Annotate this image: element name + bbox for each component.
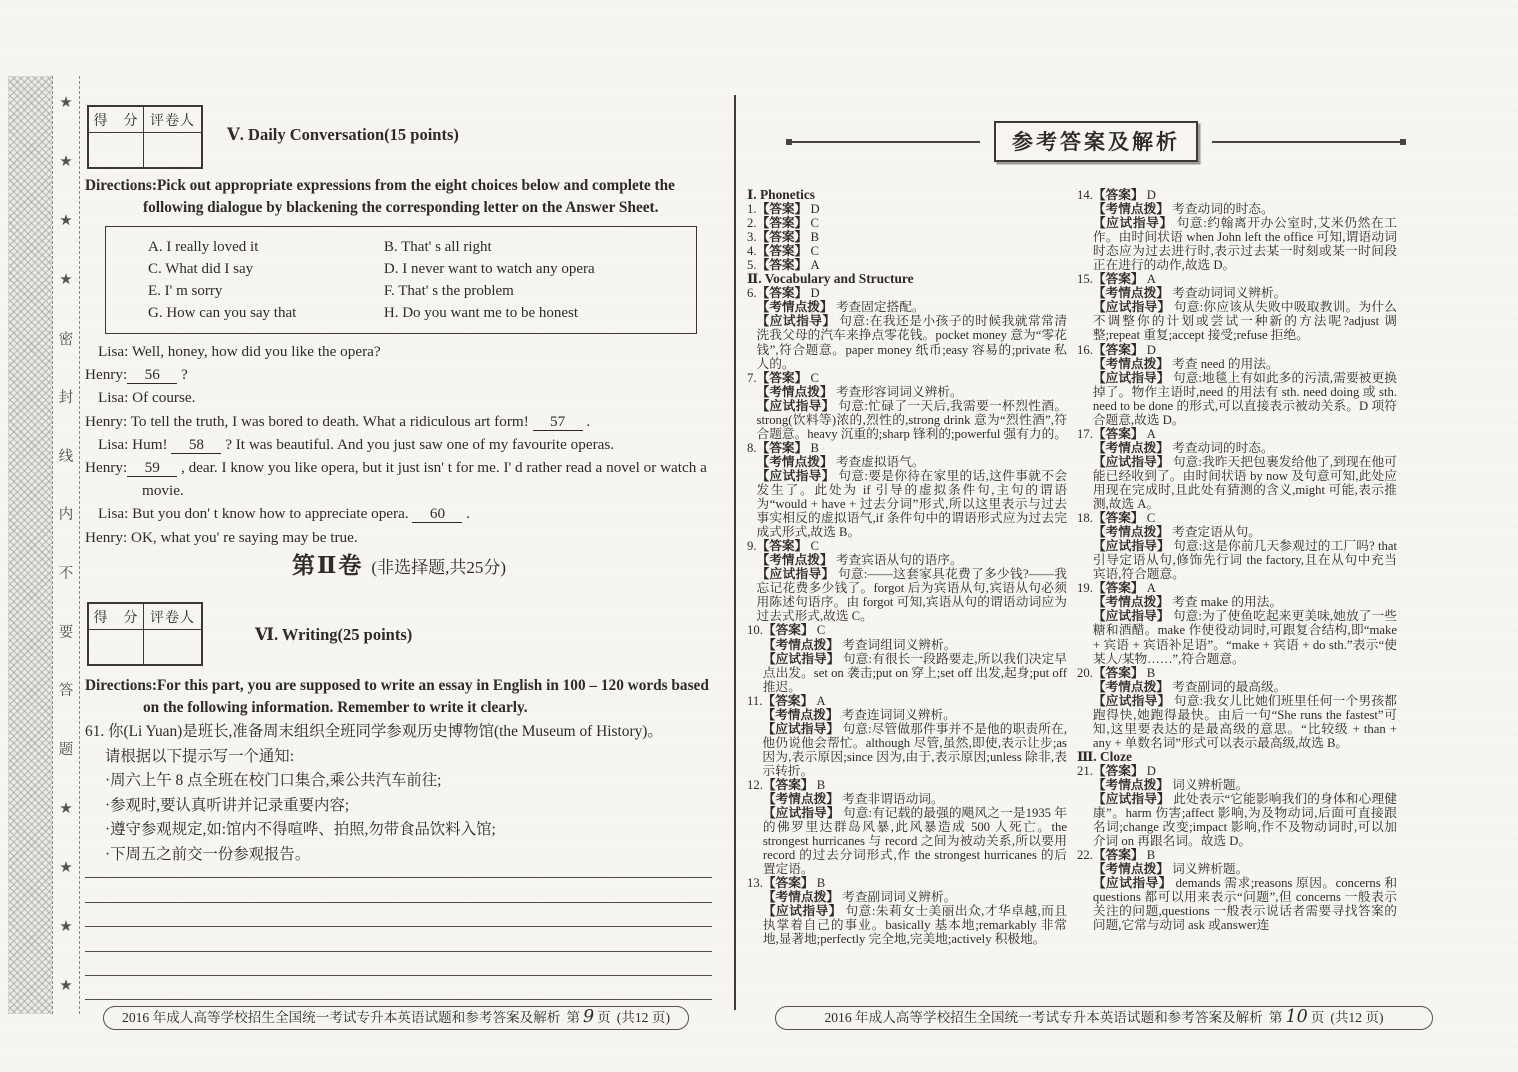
writing-line [85,903,712,927]
answer-segment: 【答案】 D [1092,188,1156,202]
answer-item [747,441,1067,539]
score-box-2 [87,602,203,666]
star-icon: ★ [59,154,73,171]
answer-segment: 【考情点拨】 考查 need 的用法。 [1092,356,1279,371]
answer-segment: 【应试指导】 句意:约翰离开办公室时,艾米仍然在工作。由时间状语 when John left the office 可知,谓语动词时态应为过去进行时,表示过去某一时刻或某一时间段正在进行的动作,故选 D。 [1092,216,1397,273]
answer-number: 16. [1077,342,1093,357]
directions-v [85,175,712,220]
answer-item [1077,188,1397,272]
answer-section-heading: Ⅱ. Vocabulary and Structure [747,271,914,287]
answer-segment: 【答案】 C [756,370,819,385]
choices-box [105,226,697,334]
answer-item [1077,848,1397,932]
answer-tag: 【答案】 [756,244,808,259]
seal-line-strip [52,76,80,1014]
left-page-footer [103,1006,689,1030]
seal-hatch-band [8,76,52,1014]
footer-page-suffix: 页 [597,1010,611,1025]
answer-number: 12. [747,777,763,792]
answer-segment: 【答案】 B [1092,665,1156,680]
answer-segment: 【应试指导】 句意:忙碌了一天后,我需要一杯烈性酒。strong(饮料等)浓的,烈性的,strong drink 意为“烈性酒”,符合题意。heavy 沉重的;sharp 锋利的;powerful 强有力的。 [756,398,1067,441]
answer-item [747,216,1067,230]
section-v-title: Ⅴ. Daily Conversation(15 points) [227,125,459,144]
answer-body [1093,581,1397,665]
answer-segment: 【答案】 D [756,286,820,301]
answer-segment: 【应试指导】 demands 需求;reasons 原因。concerns 和 questions 都可以用来表示“问题”,但 concerns 一般表示关注的问题,questions 一般表示说话者需要寻找答案的问题,它常与动词 ask 或answer连 [1092,876,1397,933]
notice-hint: ·遵守参观规定,如:馆内不得喧哗、拍照,勿带食品饮料入馆; [105,821,496,839]
answer-segment: 【考情点拨】 考查形容词词义辨析。 [756,384,963,399]
answer-tag: 【应试指导】 [756,398,835,413]
answer-segment: 【答案】 C [756,244,819,259]
dialogue-line: Lisa: Well, honey, how did you like the opera? [98,343,381,360]
answer-segment: 【答案】 D [1092,342,1156,357]
answer-segment: 【应试指导】 此处表示“它能影响我们的身体和心理健康”。harm 伤害;affect 影响,为及物动词,后面可直接跟名词;change 改变;impact 影响,作不及物动词时,可以加介词 on 再跟名词。故选 D。 [1092,792,1397,849]
dialogue-speaker: Lisa: [98,343,129,360]
answer-body [1093,272,1397,342]
directions-text: For this part, you are supposed to write an essay in English in 100 – 120 words based on the following information. Remember to write it clearly. [143,677,709,717]
directions-label: Directions: [85,677,157,694]
answer-segment: 【答案】 A [1092,272,1156,287]
seal-char: 答 [58,683,74,700]
answer-item [747,244,1067,258]
answer-item [747,623,1067,693]
answer-segment: 【考情点拨】 考查连词词义辨析。 [762,707,956,722]
answer-item [1077,272,1397,342]
answer-segment: 【答案】 B [762,876,826,891]
answer-tag: 【答案】 [1092,763,1144,778]
section-vi-title: Ⅵ. Writing(25 points) [255,625,413,644]
answer-tag: 【答案】 [762,693,814,708]
answer-number: 11. [747,693,763,708]
answer-body [757,258,1067,272]
answer-segment: 【答案】 A [1092,581,1156,596]
answer-segment: 【答案】 C [1092,511,1156,526]
answer-number: 19. [1077,581,1093,596]
seal-char: 要 [58,624,74,641]
dialogue-line: Lisa: Hum! 58 ? It was beautiful. And you just saw one of my favourite operas. [98,435,615,453]
answer-tag: 【应试指导】 [756,314,836,329]
answer-segment: 【答案】 B [756,440,819,455]
answer-tag: 【考情点拨】 [1092,440,1169,455]
answer-tag: 【答案】 [762,876,814,891]
answer-item [747,371,1067,441]
grader-blank-cell [144,133,201,167]
star-icon: ★ [59,800,73,817]
dialogue-speaker: Lisa: [98,505,129,523]
answer-number: 21. [1077,763,1093,778]
answer-body [1093,764,1397,848]
right-page-footer [775,1006,1433,1030]
answer-segment: 【应试指导】 句意:朱莉女士美丽出众,才华卓越,而且执掌着自己的事业。basically 基本地;remarkably 非常地,显著地;perfectly 完全地,完美地;actively 积极地。 [762,904,1067,947]
answer-segment: 【应试指导】 句意:尽管做那件事并不是他的职责所在,他仍说他会帮忙。although 尽管,虽然,即使,表示让步;as 因为,表示原因;since 因为,由于,表示原因;unless 除非,表示转折。 [762,721,1067,778]
answer-tag: 【应试指导】 [1092,300,1171,315]
answer-body [1093,511,1397,581]
answer-tag: 【应试指导】 [1092,609,1170,624]
dialogue-line: Henry: OK, what you' re saying may be true. [85,528,358,546]
answer-body [757,244,1067,258]
answer-segment: 【考情点拨】 考查动词的时态。 [1092,440,1274,455]
answer-number: 10. [747,623,763,638]
answer-tag: 【答案】 [1092,581,1144,596]
answer-tag: 【答案】 [762,777,814,792]
answer-blank-58: 58 [171,437,221,454]
seal-char: 内 [58,507,74,524]
dialogue-speaker: Henry: [85,459,128,477]
answer-segment: 【应试指导】 句意:——这套家具花费了多少钱?——我忘记花费多少钱了。forgot 后为宾语从句,宾语从句必须用陈述句语序。由 forgot 可知,宾语从句的谓语动词应为过去式形式,故选 C。 [756,567,1067,624]
answer-segment: 【答案】 A [762,693,826,708]
answer-segment: 【答案】 D [1092,763,1156,778]
writing-task-line2: 请根据以下提示写一个通知: [105,748,294,765]
star-icon: ★ [59,95,73,111]
answer-segment: 【应试指导】 句意:你应该从失败中吸取教训。为什么不调整你的计划或尝试一种新的方法呢?adjust 调整;repeat 重复;accept 接受;refuse 拒绝。 [1092,300,1397,343]
answer-body [757,371,1067,441]
answer-item [1077,581,1397,665]
answer-tag: 【考情点拨】 [1092,356,1169,371]
answer-tag: 【考情点拨】 [762,637,839,652]
notice-hint: ·参观时,要认真听讲并记录重要内容; [105,796,350,814]
answer-tag: 【应试指导】 [1092,792,1170,807]
dialogue-line: Lisa: Of course. [98,389,196,407]
answer-tag: 【答案】 [756,258,808,273]
answer-tag: 【应试指导】 [1092,876,1172,891]
footer-page-prefix: 第 [566,1010,581,1025]
answer-number: 22. [1077,848,1093,863]
answer-item [747,202,1067,216]
answer-segment: 【考情点拨】 考查非谓语动词。 [762,792,944,807]
score-label: 得 分 [89,107,144,133]
directions-vi [85,675,712,720]
answer-segment: 【考情点拨】 词义辨析题。 [1092,862,1249,877]
notice-hint: ·周六上午 8 点全班在校门口集合,乘公共汽车前往; [105,772,442,789]
seal-char: 密 [58,331,74,348]
answer-segment: 【答案】 A [1092,426,1156,441]
answer-segment: 【考情点拨】 考查定语从句。 [1092,525,1261,540]
answers-column-1 [747,188,1067,1006]
answer-tag: 【应试指导】 [756,567,835,582]
star-icon: ★ [59,977,73,994]
directions-text: Pick out appropriate expressions from the eight choices below and complete the following dialogue by blackening the corresponding letter on the Answer Sheet. [143,177,675,217]
answer-item [747,286,1067,370]
answer-segment: 【考情点拨】 考查动词的时态。 [1092,202,1274,217]
answer-segment: 【答案】 C [756,539,819,554]
dialogue-line: Henry: 59 , dear. I know you like opera, but it just isn' t for me. I' d rather read a novel or watch a movie. [85,459,707,500]
answer-number: 8. [747,440,757,455]
right-page [745,95,1445,1045]
answer-item [1077,343,1397,427]
seal-char: 封 [58,390,74,407]
page-divider [734,95,736,1010]
answer-tag: 【答案】 [756,230,808,245]
writing-line [85,927,712,951]
part2-heading [85,547,713,580]
answer-body [1093,343,1397,427]
answer-tag: 【考情点拨】 [1092,525,1169,540]
writing-line [85,854,712,878]
star-icon: ★ [59,859,73,876]
answer-segment: 【考情点拨】 考查宾语从句的语序。 [756,553,963,568]
answer-number: 5. [747,258,757,273]
answer-segment: 【答案】 C [762,623,826,638]
answer-body [1093,848,1397,932]
answer-segment: 【应试指导】 句意:为了使鱼吃起来更美味,她放了一些糖和酒醋。make 作使役动词时,可跟复合结构,即“make + 宾语 + 宾语补足语”。“make + 宾语 + do sth.”表示“使某人/某物……”,符合题意。 [1092,609,1397,666]
answer-segment: 【答案】 B [1092,848,1156,863]
answer-number: 4. [747,244,757,259]
answer-segment: 【考情点拨】 词义辨析题。 [1092,777,1249,792]
seal-char: 线 [58,448,74,465]
answer-blank-56: 56 [127,367,177,384]
answer-tag: 【答案】 [756,370,808,385]
answer-segment: 【答案】 D [756,202,820,217]
answer-tag: 【答案】 [756,216,808,231]
answer-tag: 【应试指导】 [762,806,840,821]
answer-number: 9. [747,539,757,554]
choice-option: H. Do you want me to be honest [383,305,579,321]
answer-segment: 【考情点拨】 考查副词的最高级。 [1092,679,1287,694]
footer-page-number: 9 [583,1007,595,1027]
answer-tag: 【答案】 [1092,272,1144,287]
answer-tag: 【答案】 [1092,188,1144,202]
answer-blank-57: 57 [533,414,583,431]
answer-item [747,694,1067,778]
answer-number: 14. [1077,188,1093,202]
choice-option: D. I never want to watch any opera [383,261,595,277]
answer-tag: 【考情点拨】 [1092,679,1169,694]
answer-number: 1. [747,202,757,217]
star-icon: ★ [59,213,73,230]
answer-tag: 【考情点拨】 [1092,862,1169,877]
answer-segment: 【考情点拨】 考查动词词义辨析。 [1092,286,1287,301]
dialogue-line: Henry: 56 ? [85,366,188,384]
answer-tag: 【考情点拨】 [756,300,833,315]
answer-item [1077,511,1397,581]
answer-item [747,230,1067,244]
answer-tag: 【应试指导】 [1092,216,1173,231]
grader-blank-cell [144,630,201,664]
notice-hints [105,769,496,867]
answer-number: 7. [747,370,757,385]
answer-segment: 【答案】 A [756,258,820,273]
answer-tag: 【应试指导】 [762,721,840,736]
left-page [85,95,713,1045]
answer-segment: 【应试指导】 句意:我女儿比她们班里任何一个男孩都跑得快,她跑得最快。由后一句“She runs the fastest”可知,这里要表达的是最高级的意思。“比较级 + than + any + 单数名词”形式可以表示最高级,故选 B。 [1092,693,1397,750]
answer-body [757,286,1067,370]
answer-body [757,202,1067,216]
answer-tag: 【答案】 [1092,342,1144,357]
answer-segment: 【应试指导】 句意:这是你前几天参观过的工厂吗? that 引导定语从句,修饰先行词 the factory,且在从句中充当宾语,符合题意。 [1092,539,1397,582]
answers-column-2 [1077,188,1397,1006]
part2-heading-main: 第Ⅱ卷 [292,553,364,578]
writing-lines [85,854,712,1000]
dialogue-speaker: Henry: [85,366,128,384]
footer-title: 2016 年成人高等学校招生全国统一考试专升本英语试题和参考答案及解析 [824,1010,1263,1025]
answer-tag: 【应试指导】 [1092,454,1170,469]
answer-segment: 【答案】 B [762,777,826,792]
seal-char: 不 [58,566,74,582]
answer-segment: 【应试指导】 句意:要是你待在家里的话,这件事就不会发生了。此处为 if 引导的虚拟条件句,主句的谓语为“would + have + 过去分词”形式,所以这里表示与过去事实相反的虚拟语气,if 条件句中的谓语形式应为过去完成式形式,故选 B。 [756,468,1067,540]
answer-item [747,258,1067,272]
answer-tag: 【考情点拨】 [1092,595,1169,610]
answer-item [1077,764,1397,848]
answer-tag: 【考情点拨】 [1092,286,1169,301]
answer-tag: 【考情点拨】 [756,454,833,469]
answer-segment: 【应试指导】 句意:地毯上有如此多的污渍,需要被更换掉了。物作主语时,need 的用法有 sth. need doing 或 sth. need to be done 的形式,可以直接表示被动关系。D 项符合题意,故选 D。 [1092,370,1397,427]
answer-number: 13. [747,876,763,891]
footer-page-total: (共12 页) [616,1010,670,1025]
answer-tag: 【考情点拨】 [756,384,833,399]
answer-segment: 【考情点拨】 考查固定搭配。 [756,300,925,315]
answer-tag: 【应试指导】 [762,651,840,666]
answer-segment: 【考情点拨】 考查 make 的用法。 [1092,595,1283,610]
answer-body [757,539,1067,623]
answer-body [763,876,1067,946]
answer-number: 6. [747,286,757,301]
answer-item [747,876,1067,946]
answer-blank-60: 60 [412,506,462,523]
dialogue-speaker: Lisa: [98,389,129,407]
part2-heading-sub: (非选择题,共25分) [371,558,506,577]
answer-tag: 【应试指导】 [1092,693,1171,708]
answer-tag: 【答案】 [756,202,808,217]
answer-tag: 【答案】 [756,539,808,554]
answer-section-heading: Ⅲ. Cloze [1077,748,1132,764]
answer-tag: 【答案】 [1092,848,1144,863]
answer-body [757,216,1067,230]
star-icon: ★ [59,918,73,935]
grader-label: 评卷人 [144,107,201,133]
footer-page-suffix: 页 [1310,1010,1325,1025]
answer-segment: 【答案】 B [756,230,819,245]
answer-tag: 【应试指导】 [762,904,842,919]
choice-option: A. I really loved it [148,239,259,255]
score-box-1 [87,105,203,169]
answers-title: 参考答案及解析 [994,121,1198,162]
answer-segment: 【应试指导】 句意:有很长一段路要走,所以我们决定早点出发。set on 袭击;put on 穿上;set off 出发,起身;put off 推迟。 [762,651,1067,694]
answer-tag: 【考情点拨】 [762,707,839,722]
answer-tag: 【考情点拨】 [1092,202,1169,217]
choice-option: C. What did I say [148,261,254,277]
answer-segment: 【考情点拨】 考查词组词义辨析。 [762,637,957,652]
answer-segment: 【考情点拨】 考查虚拟语气。 [756,454,925,469]
answer-tag: 【答案】 [1092,511,1144,526]
answer-number: 20. [1077,665,1093,680]
dialogue-line: Henry: To tell the truth, I was bored to death. What a ridiculous art form! 57 . [85,412,591,430]
answer-tag: 【答案】 [756,440,808,455]
answer-body [763,778,1067,876]
answer-segment: 【应试指导】 句意:我昨天把包裹发给他了,到现在他可能已经收到了。由时间状语 by now 及句意可知,此处应用现在完成时,且此处有猜测的含义,might 可能,表示推测,故选 A。 [1092,454,1397,512]
answer-number: 17. [1077,426,1093,441]
footer-page-total: (共12 页) [1330,1010,1384,1025]
answer-number: 3. [747,230,757,245]
score-blank-cell [89,133,144,167]
writing-task-line1: 61. 你(Li Yuan)是班长,准备周末组织全班同学参观历史博物馆(the Museum of History)。 [85,723,663,740]
choice-option: G. How can you say that [148,305,297,321]
answer-tag: 【应试指导】 [756,468,835,483]
star-icon: ★ [59,272,73,289]
answer-body [757,441,1067,539]
answer-body [763,623,1067,693]
answer-tag: 【考情点拨】 [756,553,833,568]
answer-body [1093,666,1397,750]
answer-item [1077,427,1397,511]
answer-tag: 【考情点拨】 [762,890,839,905]
answer-section-heading: Ⅰ. Phonetics [747,188,816,202]
grader-label: 评卷人 [144,604,201,630]
answer-body [1093,427,1397,511]
answer-tag: 【答案】 [756,286,808,301]
answer-tag: 【答案】 [1092,665,1144,680]
dialogue-line: Lisa: But you don' t know how to appreciate opera. 60 . [98,505,471,523]
answer-tag: 【应试指导】 [1092,539,1170,554]
answer-body [762,694,1067,778]
choice-option: E. I' m sorry [148,283,223,299]
header-rule-right [1212,141,1405,143]
answer-number: 2. [747,216,757,231]
score-label: 得 分 [89,604,144,630]
dialogue-speaker: Henry: [85,412,128,430]
answers-header [787,121,1405,162]
answer-item [1077,666,1397,750]
notice-hint: ·下周五之前交一份参观报告。 [105,845,311,863]
answer-item [747,778,1067,876]
answer-number: 18. [1077,511,1093,526]
directions-label: Directions: [85,177,157,194]
writing-line [85,952,712,976]
answer-number: 15. [1077,272,1093,287]
answer-segment: 【应试指导】 句意:有记载的最强的飓风之一是1935 年的佛罗里达群岛风暴,此风暴造成 500 人死亡。the strongest hurricanes 与 record 之间为被动关系,所以要用 record 的过去分词形式,作 the strongest hurricanes 的后置定语。 [762,806,1067,877]
answer-segment: 【应试指导】 句意:在我还是小孩子的时候我就常常清洗我父母的汽车来挣点零花钱。pocket money 意为“零花钱”,符合题意。paper money 纸币;easy 容易的;private 私人的。 [756,314,1067,371]
answer-tag: 【考情点拨】 [1092,777,1169,792]
header-rule-left [787,141,980,143]
answer-item [747,539,1067,623]
score-blank-cell [89,630,144,664]
answer-body [757,230,1067,244]
answer-tag: 【考情点拨】 [762,792,839,807]
dialogue-speaker: Henry: [85,528,128,546]
answer-tag: 【答案】 [1092,426,1144,441]
footer-page-prefix: 第 [1268,1010,1283,1025]
seal-char: 题 [58,741,74,758]
answer-blank-59: 59 [127,460,177,477]
answer-segment: 【答案】 C [756,216,819,231]
dialogue-speaker: Lisa: [98,435,129,453]
footer-title: 2016 年成人高等学校招生全国统一考试专升本英语试题和参考答案及解析 [122,1010,561,1025]
answer-tag: 【应试指导】 [1092,370,1170,385]
answer-body [1093,188,1397,272]
dialogue [85,340,713,549]
writing-line [85,976,712,1000]
writing-line [85,878,712,902]
choice-option: B. That' s all right [383,239,492,255]
footer-page-number: 10 [1285,1007,1308,1027]
answer-tag: 【答案】 [762,623,814,638]
choice-option: F. That' s the problem [383,283,514,299]
answer-segment: 【考情点拨】 考查副词词义辨析。 [762,890,957,905]
